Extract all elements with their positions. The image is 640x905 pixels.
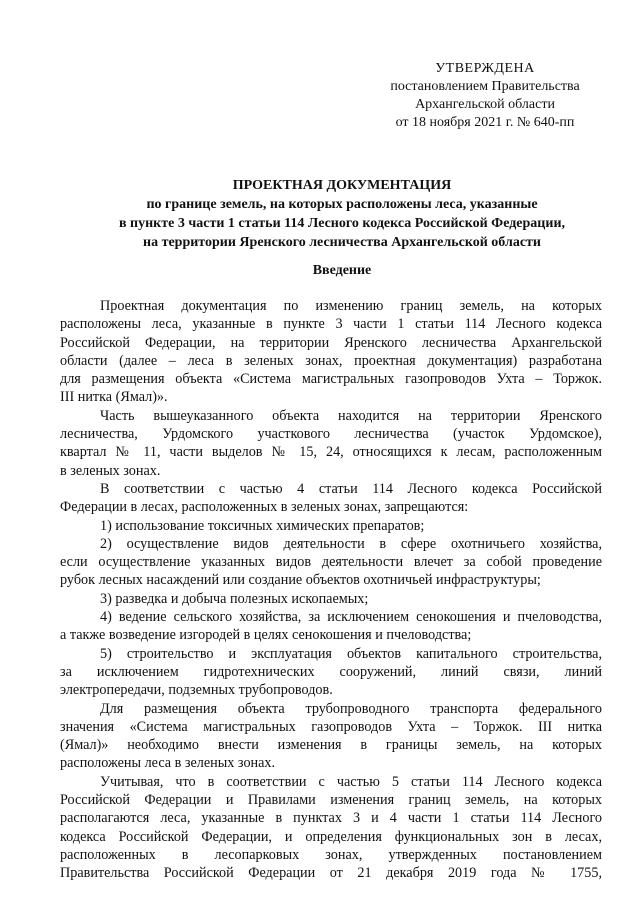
text-line: III нитка (Ямал)».	[60, 389, 168, 406]
text-line: (Ямал)» необходимо внести изменения в границы земель, на которых	[60, 737, 602, 754]
text-line: 4) ведение сельского хозяйства, за исключением сенокошения и пчеловодства,	[100, 609, 602, 626]
text-line: электропередачи, подземных трубопроводов.	[60, 682, 333, 699]
approval-line: постановлением Правительства	[390, 79, 580, 94]
paragraph	[60, 407, 602, 480]
approval-date: от 18 ноября 2021 г. № 640-пп	[395, 115, 575, 130]
text-line: 2) осуществление видов деятельности в сфере охотничьего хозяйства,	[100, 535, 602, 552]
text-line: Проектная документация по изменению границ земель, на которых	[100, 298, 602, 314]
text-line: для размещения объекта «Система магистральных газопроводов Ухта – Торжок.	[60, 371, 602, 388]
text-line: Для размещения объекта трубопроводного транспорта федерального	[100, 700, 602, 717]
text-line: Правительства Российской Федерации от 21 декабря 2019 года № 1755,	[60, 865, 602, 882]
text-line: если осуществление указанных видов деятельности влечет за собой проведение	[60, 554, 602, 571]
document-title	[60, 176, 624, 252]
paragraph	[60, 297, 602, 407]
text-line: расположены леса в зеленых зонах.	[60, 755, 276, 772]
text-line: 5) строительство и эксплуатация объектов капитального строительства,	[100, 645, 602, 662]
title-line: ПРОЕКТНАЯ ДОКУМЕНТАЦИЯ	[232, 178, 452, 193]
text-line: лесничества, Урдомского участкового лесничества (участок Урдомское),	[60, 426, 602, 443]
document-body	[60, 297, 602, 883]
text-line: Учитывая, что в соответствии с частью 5 статьи 114 Лесного кодекса	[100, 773, 602, 790]
text-line: за исключением гидротехнических сооружений, линий связи, линий	[60, 663, 602, 680]
title-line: на территории Яренского лесничества Архангельской области	[143, 235, 541, 250]
text-line: рубок лесных насаждений или создание объектов охотничьей инфраструктуры;	[60, 572, 541, 589]
text-line: а также возведение изгородей в целях сенокошения и пчеловодства;	[60, 627, 472, 644]
approval-stamp	[360, 60, 610, 132]
text-line: значения «Система магистральных газопроводов Ухта – Торжок. III нитка	[60, 718, 602, 735]
paragraph	[60, 773, 602, 883]
text-line: квартал № 11, части выделов № 15, 24, относящихся к лесам, расположенным	[60, 444, 602, 461]
approval-line: Архангельской области	[415, 97, 555, 112]
list-item	[60, 608, 602, 645]
text-line: В соответствии с частью 4 статьи 114 Лесного кодекса Российской	[100, 480, 602, 497]
text-line: в зеленых зонах.	[60, 462, 161, 479]
text-line: 1) использование токсичных химических препаратов;	[100, 517, 425, 534]
paragraph	[60, 480, 602, 517]
approval-heading: УТВЕРЖДЕНА	[435, 61, 535, 76]
text-line: области (далее – леса в зеленых зонах, проектная документация) разработана	[60, 352, 602, 369]
text-line: кодекса Российской Федерации, и определения функциональных зон в лесах,	[60, 828, 602, 845]
paragraph	[60, 700, 602, 773]
text-line: Российской Федерации и Правилами изменения границ земель, на которых	[60, 792, 602, 809]
list-item	[60, 535, 602, 590]
text-line: Часть вышеуказанного объекта находится на территории Яренского	[100, 407, 602, 424]
list-item	[60, 517, 602, 535]
text-line: расположенных в лесопарковых зонах, утвержденных постановлением	[60, 846, 602, 863]
text-line: Федерации в лесах, расположенных в зеленых зонах, запрещаются:	[60, 499, 469, 516]
title-line: в пункте 3 части 1 статьи 114 Лесного кодекса Российской Федерации,	[118, 216, 566, 231]
list-item	[60, 590, 602, 608]
text-line: Российской Федерации, на территории Яренского лесничества Архангельской	[60, 334, 602, 351]
text-line: располагаются леса, указанные в пунктах 3 и 4 части 1 статьи 114 Лесного	[60, 810, 602, 827]
text-line: расположены леса, указанные в пункте 3 части 1 статьи 114 Лесного кодекса	[60, 316, 602, 333]
text-line: 3) разведка и добыча полезных ископаемых;	[100, 590, 369, 607]
section-heading: Введение	[312, 263, 372, 278]
title-line: по границе земель, на которых расположены леса, указанные	[146, 197, 538, 212]
list-item	[60, 645, 602, 700]
